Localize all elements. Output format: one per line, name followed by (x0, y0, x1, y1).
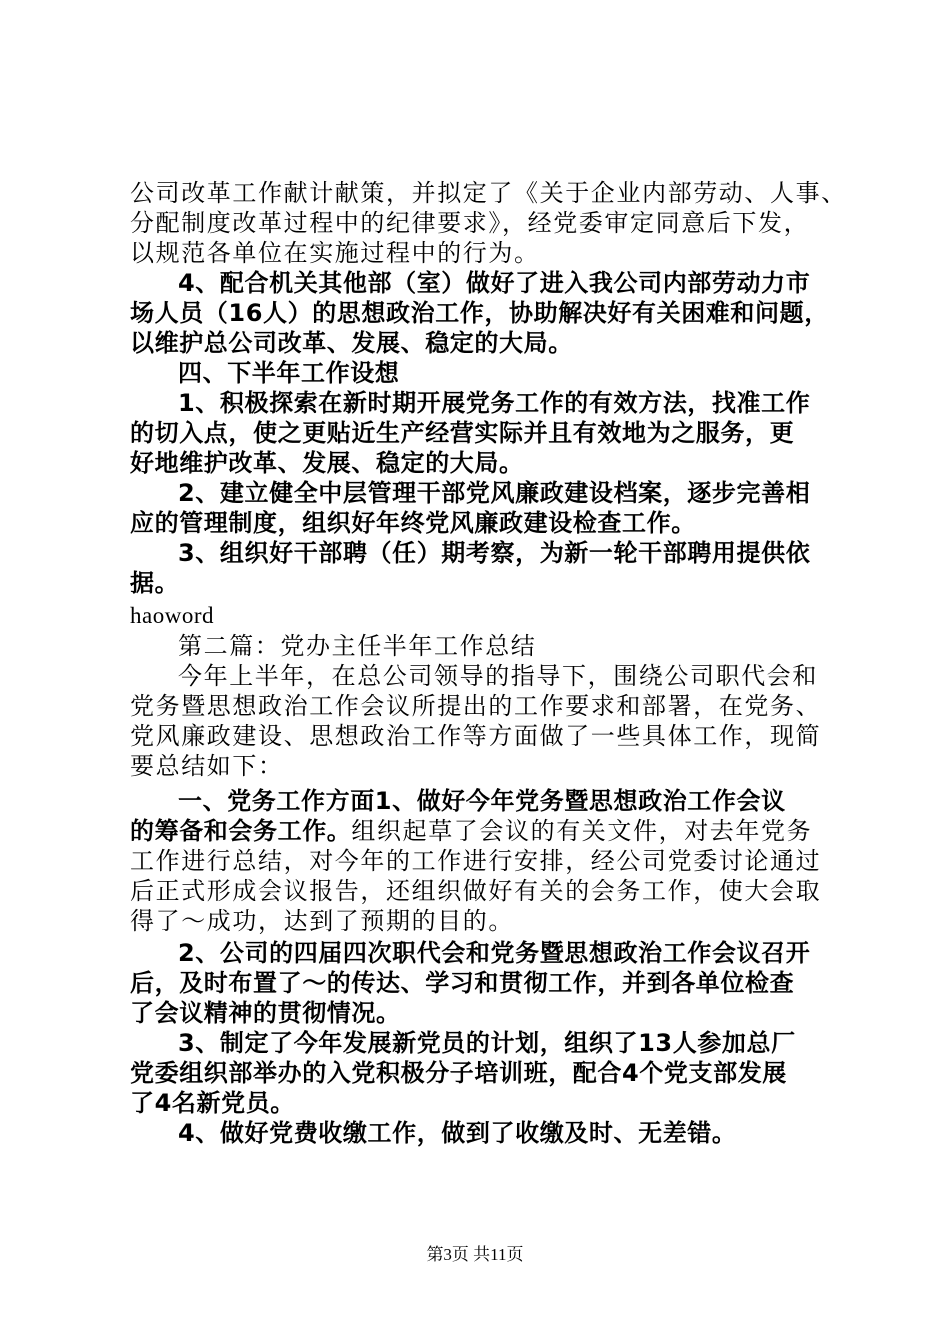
text-line: 得了～成功，达到了预期的目的。 (130, 907, 514, 935)
text-line: 今年上半年，在总公司领导的指导下，围绕公司职代会和 (178, 662, 818, 690)
section-heading: 四、下半年工作设想 (178, 359, 400, 387)
text-line: 以维护总公司改革、发展、稳定的大局。 (130, 329, 573, 357)
page-footer: 第3页 共11页 (426, 1245, 524, 1264)
text-line: haoword (130, 603, 214, 628)
text-line: 要总结如下： (130, 752, 284, 780)
text-line: 分配制度改革过程中的纪律要求》，经党委审定同意后下发， (130, 209, 810, 237)
text-line: 4、做好党费收缴工作，做到了收缴及时、无差错。 (178, 1119, 737, 1147)
text-line: 党委组织部举办的入党积极分子培训班，配合4个党支部发展 (130, 1059, 787, 1087)
text-line: 3、制定了今年发展新党员的计划，组织了13人参加总厂 (178, 1029, 796, 1057)
text-line: 4、配合机关其他部（室）做好了进入我公司内部劳动力市 (178, 269, 811, 297)
text-line: 1、积极探索在新时期开展党务工作的有效方法，找准工作 (178, 389, 811, 417)
text-line: 2、公司的四届四次职代会和党务暨思想政治工作会议召开 (178, 939, 811, 967)
text-line: 党风廉政建设、思想政治工作等方面做了一些具体工作，现简 (130, 722, 822, 750)
text-line: 公司改革工作献计献策，并拟定了《关于企业内部劳动、人事、 (130, 179, 847, 207)
text-line: 场人员（16人）的思想政治工作，协助解决好有关困难和问题， (130, 299, 829, 327)
mixed-line (130, 816, 812, 846)
text-span: 组织起草了会议的有关文件，对去年党务 (351, 817, 813, 845)
text-line: 了会议精神的贯彻情况。 (130, 999, 401, 1027)
text-line: 一、党务工作方面1、做好今年党务暨思想政治工作会议 (178, 787, 786, 815)
text-line: 后，及时布置了～的传达、学习和贯彻工作，并到各单位检查 (130, 969, 795, 997)
text-span: 的筹备和会务工作。 (130, 817, 352, 845)
text-line: 据。 (130, 569, 180, 597)
chapter-title: 第二篇：党办主任半年工作总结 (178, 632, 537, 660)
text-line: 了4名新党员。 (130, 1089, 295, 1117)
text-line: 3、组织好干部聘（任）期考察，为新一轮干部聘用提供依 (178, 539, 811, 567)
text-line: 工作进行总结，对今年的工作进行安排，经公司党委讨论通过 (130, 847, 822, 875)
text-line: 后正式形成会议报告，还组织做好有关的会务工作，使大会取 (130, 877, 822, 905)
text-line: 党务暨思想政治工作会议所提出的工作要求和部署，在党务、 (130, 692, 822, 720)
text-line: 的切入点，使之更贴近生产经营实际并且有效地为之服务，更 (130, 419, 795, 447)
text-line: 以规范各单位在实施过程中的行为。 (130, 239, 540, 267)
text-line: 2、建立健全中层管理干部党风廉政建设档案，逐步完善相 (178, 479, 811, 507)
text-line: 应的管理制度，组织好年终党风廉政建设检查工作。 (130, 509, 696, 537)
text-line: 好地维护改革、发展、稳定的大局。 (130, 449, 524, 477)
